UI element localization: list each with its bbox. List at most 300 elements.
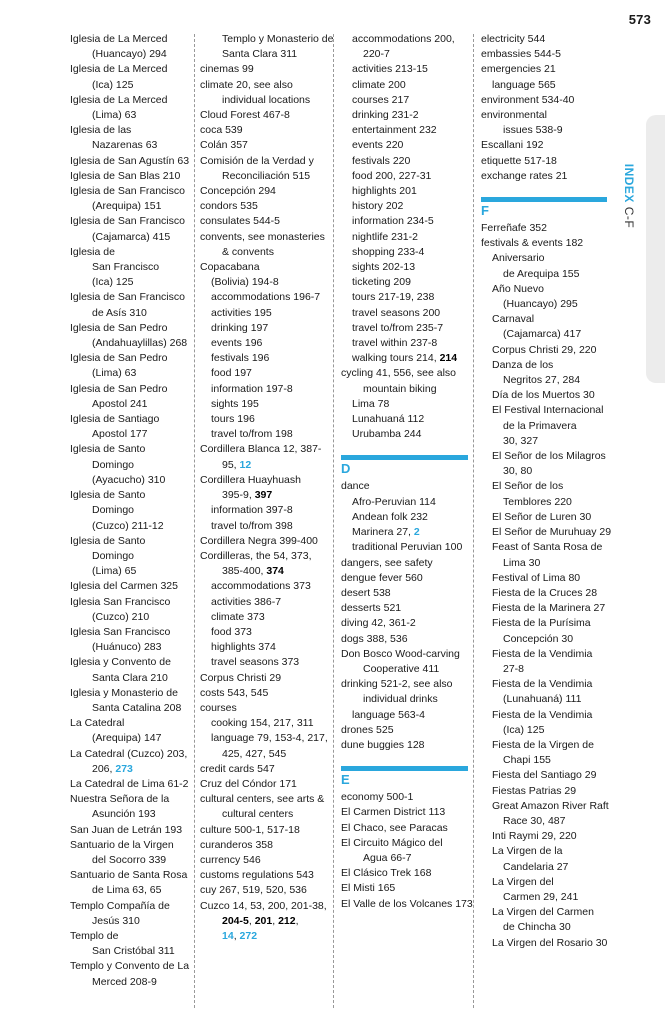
- entry-text: El Valle de los Volcanes 173: [341, 897, 473, 910]
- entry-text: Great Amazon River Raft: [492, 799, 609, 812]
- index-entry-continuation: [70, 640, 188, 655]
- index-subentry: [481, 647, 607, 662]
- entry-text: La Catedral de Lima 61-2: [70, 777, 189, 790]
- index-entry-continuation: [481, 373, 607, 388]
- entry-text: Día de los Muertos 30: [492, 389, 595, 402]
- index-entry: [341, 647, 468, 662]
- index-entry: [70, 412, 188, 427]
- letter-header: F: [481, 197, 607, 219]
- index-entry-continuation: [481, 920, 607, 935]
- entry-text: ,: [248, 914, 255, 927]
- index-entry: [200, 184, 330, 199]
- index-subentry: [200, 306, 330, 321]
- entry-text: shopping 233-4: [352, 245, 425, 258]
- entry-text: Cruz del Cóndor 171: [200, 777, 297, 790]
- index-entry-continuation: [200, 32, 334, 47]
- index-entry: [200, 549, 330, 564]
- index-entry: [70, 959, 188, 974]
- index-subentry: [341, 495, 468, 510]
- index-subentry: [481, 358, 607, 373]
- section-tab-range: C-F: [622, 206, 636, 229]
- index-subentry: [481, 616, 607, 631]
- index-entry: [200, 154, 330, 169]
- entry-text: climate 200: [352, 78, 406, 91]
- entry-text: Santuario de la Virgen: [70, 838, 174, 851]
- index-subentry: [341, 214, 468, 229]
- index-entry-continuation: [70, 473, 188, 488]
- index-entry-continuation: [70, 138, 188, 153]
- index-subentry: [200, 595, 330, 610]
- index-subentry: [481, 601, 607, 616]
- index-entry-continuation: [200, 169, 330, 184]
- index-entry: [200, 260, 330, 275]
- entry-text: Temblores 220: [503, 495, 572, 508]
- index-entry: [341, 366, 468, 381]
- entry-text: Afro-Peruvian 114: [352, 495, 436, 508]
- map-page-ref: 272: [239, 929, 258, 942]
- entry-text: food 197: [211, 367, 252, 380]
- entry-text: Fiesta del Santiago 29: [492, 769, 597, 782]
- index-column-4: [481, 32, 612, 951]
- index-subentry: [200, 655, 330, 670]
- entry-text: El Clásico Trek 168: [341, 867, 432, 880]
- entry-text: convents, see monasteries: [200, 230, 325, 243]
- index-entry: [200, 230, 330, 245]
- index-entry-continuation: [70, 108, 188, 123]
- index-entry: [70, 184, 188, 199]
- entry-text: sights 202-13: [352, 261, 416, 274]
- entry-text: (Huancayo) 295: [503, 298, 578, 311]
- index-subentry: [200, 290, 330, 305]
- index-column-1: [70, 32, 188, 990]
- entry-text: Urubamba 244: [352, 428, 422, 441]
- entry-text: Escallani 192: [481, 139, 544, 152]
- entry-text: Iglesia y Convento de: [70, 656, 171, 669]
- index-subentry: [481, 510, 607, 525]
- entry-text: Fiesta de la Vendimia: [492, 647, 593, 660]
- index-subentry: [200, 412, 330, 427]
- index-subentry: [341, 123, 468, 138]
- entry-text: Festival of Lima 80: [492, 571, 581, 584]
- index-subentry: [481, 571, 607, 586]
- index-subentry: [341, 154, 468, 169]
- entry-text: Iglesia San Francisco: [70, 625, 171, 638]
- entry-text: desert 538: [341, 586, 391, 599]
- entry-text: Concepción 30: [503, 632, 574, 645]
- entry-text: San Cristóbal 311: [92, 945, 175, 958]
- index-subentry: [481, 784, 607, 799]
- index-entry: [481, 93, 607, 108]
- index-entry-continuation: [70, 78, 188, 93]
- index-entry: [341, 586, 468, 601]
- entry-text: courses 217: [352, 93, 410, 106]
- index-subentry: [481, 525, 612, 540]
- index-entry: [341, 677, 468, 692]
- entry-text: credit cards 547: [200, 762, 275, 775]
- entry-text: dengue fever 560: [341, 571, 423, 584]
- entry-text: desserts 521: [341, 602, 402, 615]
- bold-page-ref: 397: [254, 489, 273, 502]
- index-entry: [70, 351, 188, 366]
- index-entry: [70, 686, 188, 701]
- index-subentry: [341, 336, 468, 351]
- index-entry-continuation: [70, 549, 188, 564]
- index-subentry: [481, 343, 607, 358]
- entry-text: electricity 544: [481, 33, 546, 45]
- map-page-ref: 273: [115, 762, 133, 775]
- entry-text: (Cuzco) 210: [92, 610, 150, 623]
- index-entry-continuation: [70, 564, 188, 579]
- index-entry: [200, 868, 330, 883]
- entry-text: tours 217-19, 238: [352, 291, 435, 304]
- entry-text: climate 373: [211, 610, 265, 623]
- index-entry: [70, 442, 188, 457]
- entry-text: Lunahuaná 112: [352, 413, 425, 426]
- entry-text: Carmen 29, 241: [503, 890, 579, 903]
- index-subentry: [481, 403, 607, 418]
- entry-text: de Asís 310: [92, 306, 147, 319]
- bold-page-ref: 214: [439, 352, 458, 365]
- entry-text: festivals & events 182: [481, 237, 584, 250]
- index-entry: [200, 442, 330, 457]
- index-subentry: [481, 905, 607, 920]
- index-entry-continuation: [70, 306, 188, 321]
- index-entry: [70, 488, 188, 503]
- index-subentry: [200, 640, 330, 655]
- entry-text: 95,: [222, 458, 240, 471]
- entry-text: mountain biking: [363, 382, 437, 395]
- index-subentry: [481, 677, 607, 692]
- index-entry-continuation: [70, 336, 188, 351]
- index-entry: [200, 138, 330, 153]
- entry-text: festivals 196: [211, 352, 270, 365]
- entry-text: information 197-8: [211, 382, 293, 395]
- index-entry-continuation: [200, 488, 330, 503]
- entry-text: San Francisco: [92, 261, 160, 274]
- entry-text: travel seasons 373: [211, 656, 300, 669]
- entry-text: Fiesta de la Marinera 27: [492, 602, 606, 615]
- column-divider: [473, 34, 474, 1008]
- index-entry: [70, 321, 188, 336]
- entry-text: Iglesia de La Merced: [70, 33, 168, 45]
- entry-text: activities 213-15: [352, 63, 428, 76]
- index-entry: [341, 601, 468, 616]
- index-subentry: [200, 351, 330, 366]
- entry-text: Cordillera Blanca 12, 387-: [200, 443, 322, 456]
- entry-text: travel within 237-8: [352, 337, 438, 350]
- index-entry-continuation: [70, 701, 188, 716]
- index-entry: [200, 108, 330, 123]
- entry-text: Cuzco 14, 53, 200, 201-38,: [200, 899, 327, 912]
- entry-text: (Ica) 125: [503, 723, 545, 736]
- entry-text: Concepción 294: [200, 185, 276, 198]
- entry-text: issues 538-9: [503, 124, 563, 137]
- index-subentry: [481, 78, 607, 93]
- entry-text: travel to/from 398: [211, 519, 293, 532]
- index-entry: [70, 823, 188, 838]
- index-subentry: [481, 388, 607, 403]
- index-entry-continuation: [70, 397, 188, 412]
- entry-text: (Lima) 65: [92, 565, 137, 578]
- entry-text: economy 500-1: [341, 791, 414, 804]
- index-entry-continuation: [70, 731, 188, 746]
- entry-text: El Señor de los Milagros: [492, 450, 606, 463]
- entry-text: El Señor de Luren 30: [492, 510, 592, 523]
- index-entry: [200, 777, 330, 792]
- entry-text: La Virgen del Carmen: [492, 906, 594, 919]
- index-entry-continuation: [70, 944, 188, 959]
- index-entry: [70, 777, 188, 792]
- index-entry-continuation: [481, 814, 607, 829]
- entry-text: culture 500-1, 517-18: [200, 823, 300, 836]
- index-entry: [200, 534, 330, 549]
- index-thumb-tab: [646, 115, 665, 383]
- index-entry: [70, 169, 188, 184]
- entry-text: Negritos 27, 284: [503, 374, 581, 387]
- index-subentry: [341, 245, 468, 260]
- entry-text: Fiestas Patrias 29: [492, 784, 577, 797]
- index-entry: [200, 762, 330, 777]
- index-subentry: [481, 282, 607, 297]
- entry-text: Chapi 155: [503, 754, 551, 767]
- index-entry-continuation: [70, 275, 188, 290]
- index-subentry: [200, 366, 330, 381]
- index-entry: [481, 62, 607, 77]
- index-entry-continuation: [70, 853, 188, 868]
- entry-text: (Lima) 63: [92, 367, 137, 380]
- entry-text: travel to/from 235-7: [352, 321, 444, 334]
- entry-text: individual locations: [222, 93, 311, 106]
- index-subentry: [341, 260, 468, 275]
- entry-text: Asunción 193: [92, 808, 156, 821]
- entry-text: Marinera 27,: [352, 526, 414, 539]
- entry-text: (Ica) 125: [92, 276, 134, 289]
- entry-text: Ferreñafe 352: [481, 222, 547, 235]
- section-spacer: [341, 753, 468, 757]
- index-entry: [200, 199, 330, 214]
- index-subentry: [481, 449, 607, 464]
- index-subentry: [200, 336, 330, 351]
- entry-text: Año Nuevo: [492, 282, 544, 295]
- index-subentry: [341, 510, 468, 525]
- entry-text: festivals 220: [352, 154, 411, 167]
- entry-text: cultural centers: [222, 808, 294, 821]
- index-subentry: [481, 312, 607, 327]
- index-entry-continuation: [341, 692, 468, 707]
- entry-text: San Juan de Letrán 193: [70, 823, 183, 836]
- entry-text: nightlife 231-2: [352, 230, 418, 243]
- entry-text: Cordillera Huayhuash: [200, 473, 301, 486]
- entry-text: costs 543, 545: [200, 686, 269, 699]
- entry-text: individual drinks: [363, 693, 438, 706]
- entry-text: Aniversario: [492, 252, 545, 265]
- index-entry-continuation: [200, 807, 330, 822]
- map-page-ref: 12: [239, 458, 252, 471]
- index-subentry: [200, 382, 330, 397]
- index-entry: [70, 716, 188, 731]
- entry-text: El Festival Internacional: [492, 404, 604, 417]
- index-entry: [70, 382, 188, 397]
- index-entry: [341, 790, 468, 805]
- entry-text: Fiesta de la Vendimia: [492, 678, 593, 691]
- index-entry: [481, 138, 607, 153]
- entry-text: La Virgen del Rosario 30: [492, 936, 608, 949]
- entry-text: de Lima 63, 65: [92, 884, 162, 897]
- entry-text: Santa Clara 210: [92, 671, 168, 684]
- index-entry: [200, 899, 330, 914]
- index-entry: [481, 47, 607, 62]
- index-entry-continuation: [70, 199, 188, 214]
- entry-text: Iglesia de San Francisco: [70, 291, 185, 304]
- entry-text: El Misti 165: [341, 882, 396, 895]
- index-entry: [481, 32, 607, 47]
- entry-text: ,: [295, 914, 299, 927]
- index-subentry: [341, 184, 468, 199]
- index-entry: [200, 62, 330, 77]
- index-subentry: [341, 708, 468, 723]
- index-subentry: [200, 503, 330, 518]
- index-entry-continuation: [200, 564, 330, 579]
- entry-text: embassies 544-5: [481, 48, 561, 61]
- entry-text: dance: [341, 480, 370, 493]
- index-subentry: [481, 738, 607, 753]
- entry-text: entertainment 232: [352, 124, 437, 137]
- entry-text: highlights 201: [352, 185, 417, 198]
- entry-text: Domingo: [92, 504, 135, 517]
- index-entry-continuation: [341, 851, 468, 866]
- index-subentry: [481, 251, 607, 266]
- entry-text: El Circuito Mágico del: [341, 836, 443, 849]
- entry-text: (Lunahuaná) 111: [503, 693, 582, 706]
- entry-text: Templo de: [70, 929, 119, 942]
- index-entry-continuation: [70, 914, 188, 929]
- index-entry: [481, 221, 607, 236]
- index-subentry: [481, 768, 607, 783]
- entry-text: food 373: [211, 625, 252, 638]
- entry-text: accommodations 373: [211, 580, 311, 593]
- entry-text: Iglesia de Santiago: [70, 413, 160, 426]
- index-subentry: [341, 412, 468, 427]
- entry-text: 395-9,: [222, 489, 255, 502]
- index-entry-continuation: [481, 692, 607, 707]
- entry-text: (Cajamarca) 415: [92, 230, 171, 243]
- index-entry: [70, 595, 188, 610]
- entry-text: Iglesia de San Blas 210: [70, 169, 181, 182]
- bold-page-ref: 201: [254, 914, 273, 927]
- entry-text: Santa Clara 311: [222, 48, 298, 61]
- entry-text: consulates 544-5: [200, 215, 280, 228]
- index-subentry: [481, 875, 607, 890]
- entry-text: Iglesia de las: [70, 124, 132, 137]
- entry-text: drinking 197: [211, 321, 269, 334]
- entry-text: Apostol 241: [92, 397, 148, 410]
- index-entry: [70, 245, 188, 260]
- entry-text: accommodations 196-7: [211, 291, 321, 304]
- entry-text: Domingo: [92, 458, 135, 471]
- index-entry: [70, 792, 188, 807]
- entry-text: language 563-4: [352, 708, 425, 721]
- index-entry-continuation: [70, 427, 188, 442]
- index-entry: [341, 881, 468, 896]
- entry-text: dangers, see safety: [341, 556, 433, 569]
- index-entry-continuation: [200, 747, 330, 762]
- entry-text: Iglesia de San Agustín 63: [70, 154, 190, 167]
- entry-text: Cordillera Negra 399-400: [200, 534, 318, 547]
- index-entry: [70, 32, 188, 47]
- entry-text: Santa Catalina 208: [92, 701, 182, 714]
- entry-text: Inti Raymi 29, 220: [492, 830, 577, 843]
- index-entry: [341, 866, 468, 881]
- entry-text: cycling 41, 556, see also: [341, 367, 456, 380]
- bold-page-ref: 212: [278, 914, 296, 927]
- entry-text: Iglesia de San Pedro: [70, 352, 168, 365]
- index-entry: [70, 868, 188, 883]
- entry-text: La Catedral (Cuzco) 203,: [70, 747, 188, 760]
- index-subentry: [341, 525, 468, 540]
- entry-text: sights 195: [211, 397, 259, 410]
- entry-text: Carnaval: [492, 313, 535, 326]
- column-divider: [194, 34, 195, 1008]
- index-entry-continuation: [481, 556, 607, 571]
- index-entry: [200, 701, 330, 716]
- entry-text: Fiesta de la Cruces 28: [492, 586, 598, 599]
- entry-text: Fiesta de la Purísima: [492, 617, 591, 630]
- index-entry-continuation: [70, 610, 188, 625]
- index-subentry: [341, 427, 468, 442]
- entry-text: cinemas 99: [200, 63, 254, 76]
- entry-text: de Chincha 30: [503, 921, 571, 934]
- entry-text: de la Primavera: [503, 419, 577, 432]
- index-entry-continuation: [200, 93, 330, 108]
- entry-text: language 79, 153-4, 217,: [211, 732, 328, 745]
- entry-text: drinking 521-2, see also: [341, 678, 453, 691]
- entry-text: El Carmen District 113: [341, 806, 446, 819]
- section-spacer: [341, 442, 468, 446]
- entry-text: drones 525: [341, 723, 394, 736]
- index-entry-continuation: [70, 671, 188, 686]
- entry-text: Iglesia de Santo: [70, 443, 146, 456]
- entry-text: (Lima) 63: [92, 109, 137, 122]
- index-subentry: [341, 290, 468, 305]
- index-entry-continuation: [200, 47, 330, 62]
- entry-text: Iglesia de San Pedro: [70, 321, 168, 334]
- entry-text: emergencies 21: [481, 63, 556, 76]
- column-divider: [333, 34, 334, 1008]
- entry-text: (Huancayo) 294: [92, 48, 167, 61]
- index-subentry: [200, 321, 330, 336]
- entry-text: highlights 374: [211, 641, 276, 654]
- entry-text: cultural centers, see arts &: [200, 793, 325, 806]
- entry-text: ,: [272, 914, 279, 927]
- entry-text: Jesús 310: [92, 914, 140, 927]
- entry-text: activities 386-7: [211, 595, 282, 608]
- entry-text: Race 30, 487: [503, 814, 566, 827]
- index-entry: [200, 838, 330, 853]
- entry-text: 425, 427, 545: [222, 747, 287, 760]
- entry-text: Iglesia de La Merced: [70, 63, 168, 76]
- index-entry: [200, 671, 330, 686]
- entry-text: Colán 357: [200, 139, 248, 152]
- index-entry: [481, 154, 607, 169]
- entry-text: information 397-8: [211, 504, 293, 517]
- entry-text: 220-7: [363, 48, 390, 61]
- entry-text: courses: [200, 701, 237, 714]
- index-subentry: [341, 169, 468, 184]
- entry-text: history 202: [352, 200, 404, 213]
- entry-text: condors 535: [200, 200, 258, 213]
- index-entry-continuation: [70, 762, 188, 777]
- index-entry: [481, 236, 607, 251]
